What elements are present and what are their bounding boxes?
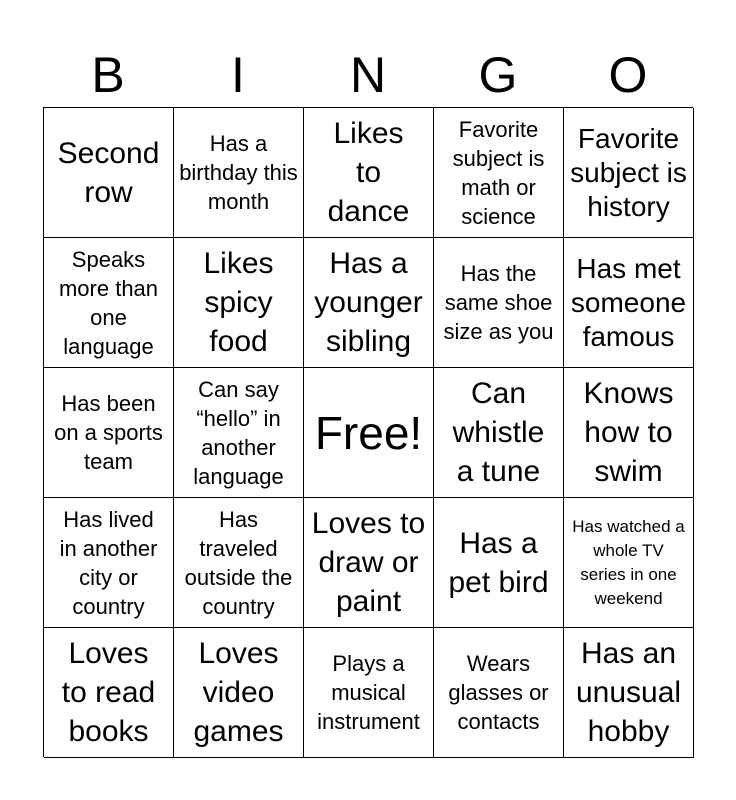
bingo-cell[interactable] [44,238,174,368]
cell-text: Has a birthday this month [179,131,298,214]
bingo-cell[interactable] [304,108,434,238]
bingo-cell[interactable] [434,238,564,368]
bingo-cell[interactable] [564,498,694,628]
bingo-cell[interactable] [564,368,694,498]
cell-text: Has been on a sports team [54,391,163,474]
cell-text: Can say “hello” in another language [193,376,284,489]
cell-text: Has a pet bird [448,526,549,599]
bingo-cell[interactable] [174,238,304,368]
cell-text: Loves to draw or paint [311,507,426,618]
bingo-cell[interactable] [434,108,564,238]
bingo-cell[interactable] [174,628,304,758]
cell-text: Plays a musical instrument [317,651,420,734]
header-letter-i: I [231,47,245,103]
bingo-cell[interactable] [44,628,174,758]
header-letter-g: G [478,47,518,103]
cell-text: Loves to read books [61,637,156,748]
cell-text: Knows how to swim [583,377,674,488]
cell-text: Second row [57,136,160,209]
cell-text: Has the same shoe size as you [443,261,554,344]
cell-text: Has met someone famous [570,252,687,352]
header-letter-b: B [91,47,125,103]
bingo-cell[interactable] [564,108,694,238]
bingo-cell[interactable] [304,628,434,758]
cell-text: Has watched a whole TV series in one weekend [572,516,685,608]
bingo-cell[interactable] [434,498,564,628]
bingo-header [43,44,693,106]
cell-text: Loves video games [193,637,284,748]
bingo-cell[interactable] [564,238,694,368]
cell-text: Has lived in another city or country [59,506,158,619]
bingo-cell[interactable] [304,238,434,368]
cell-text: Favorite subject is math or science [452,116,545,229]
bingo-cell[interactable] [174,498,304,628]
bingo-cell[interactable] [174,108,304,238]
free-space[interactable] [304,368,434,498]
cell-text: Speaks more than one language [58,246,159,359]
bingo-cell[interactable] [44,368,174,498]
cell-text: Has an unusual hobby [575,637,682,748]
bingo-cell[interactable] [434,368,564,498]
free-space-label: Free! [314,406,423,459]
bingo-cell[interactable] [304,498,434,628]
header-letter-o: O [608,47,648,103]
cell-text: Can whistle a tune [452,377,545,488]
cell-text: Likes spicy food [203,247,274,358]
bingo-cell[interactable] [174,368,304,498]
cell-text: Has a younger sibling [314,247,423,358]
bingo-cell[interactable] [434,628,564,758]
cell-text: Wears glasses or contacts [448,651,549,734]
bingo-cell[interactable] [44,108,174,238]
bingo-cell[interactable] [44,498,174,628]
cell-text: Favorite subject is history [570,122,687,222]
bingo-cell[interactable] [564,628,694,758]
bingo-card-grid [43,107,693,757]
cell-text: Has traveled outside the country [184,506,293,619]
cell-text: Likes to dance [327,117,410,228]
header-letter-n: N [349,47,387,103]
